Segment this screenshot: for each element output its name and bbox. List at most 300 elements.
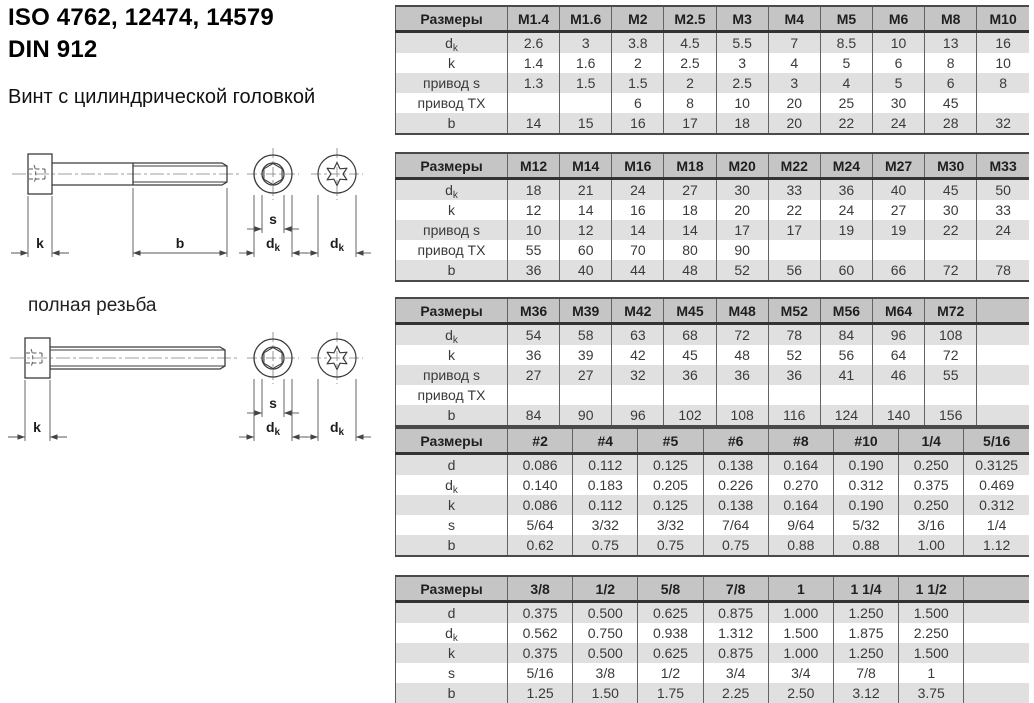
table-cell: 56 <box>768 260 820 281</box>
table-cell: 25 <box>820 93 872 113</box>
column-header: Размеры <box>396 6 508 32</box>
table-row <box>396 643 1030 663</box>
table-cell: 48 <box>664 260 716 281</box>
table-cell: 17 <box>716 220 768 240</box>
column-header: #8 <box>768 428 833 454</box>
column-header: M72 <box>925 298 977 324</box>
table-cell: 32 <box>612 365 664 385</box>
table-cell: 1.3 <box>508 73 560 93</box>
table-cell: 60 <box>820 260 872 281</box>
table-cell: 0.125 <box>638 495 703 515</box>
table-row <box>396 32 1030 54</box>
table-cell: 8.5 <box>820 32 872 54</box>
table-header-row <box>396 576 1030 602</box>
table-cell: 39 <box>560 345 612 365</box>
column-header: 5/8 <box>638 576 703 602</box>
column-header: M10 <box>977 6 1029 32</box>
table-row <box>396 324 1030 346</box>
table-cell: 0.469 <box>964 475 1029 495</box>
table-cell: 18 <box>664 200 716 220</box>
table-cell: 28 <box>925 113 977 134</box>
table-cell: 96 <box>872 324 924 346</box>
table-cell: 0.500 <box>573 602 638 624</box>
row-label: привод TX <box>396 93 508 113</box>
table-cell: 2 <box>664 73 716 93</box>
table-cell: 0.125 <box>638 454 703 476</box>
column-header: #10 <box>833 428 898 454</box>
table-cell: 64 <box>872 345 924 365</box>
table-cell: 10 <box>872 32 924 54</box>
table-cell: 0.75 <box>703 535 768 556</box>
table-header-row <box>396 6 1030 32</box>
table-cell: 1/4 <box>964 515 1029 535</box>
table-cell: 72 <box>925 345 977 365</box>
column-header: M24 <box>820 153 872 179</box>
table-cell: 140 <box>872 405 924 426</box>
crosshair-centerlines <box>247 332 299 384</box>
table-cell <box>872 385 924 405</box>
table-cell: 33 <box>768 179 820 201</box>
table-cell: 0.205 <box>638 475 703 495</box>
column-header: M4 <box>768 6 820 32</box>
table-cell <box>925 385 977 405</box>
table-cell: 3 <box>716 53 768 73</box>
table-cell: 36 <box>508 345 560 365</box>
table-row <box>396 535 1030 556</box>
table-cell: 17 <box>768 220 820 240</box>
table-cell: 78 <box>768 324 820 346</box>
table-cell: 1.5 <box>612 73 664 93</box>
table-cell: 27 <box>508 365 560 385</box>
iso-title-line: ISO 4762, 12474, 14579 <box>8 4 274 31</box>
table-cell: 17 <box>664 113 716 134</box>
table-cell: 4.5 <box>664 32 716 54</box>
dim-label-dk: $d_k$ <box>329 419 345 438</box>
head-end-view-torx <box>311 148 363 200</box>
table-cell: 0.750 <box>573 623 638 643</box>
table-cell: 0.75 <box>573 535 638 556</box>
table-cell <box>768 240 820 260</box>
row-label: s <box>396 663 508 683</box>
table-cell: 19 <box>872 220 924 240</box>
column-header: M18 <box>664 153 716 179</box>
table-cell: 24 <box>977 220 1029 240</box>
table-cell: 2.5 <box>664 53 716 73</box>
table-cell <box>964 602 1029 624</box>
table-cell: 0.270 <box>768 475 833 495</box>
table-cell: 27 <box>664 179 716 201</box>
column-header: #2 <box>508 428 573 454</box>
table-cell <box>508 93 560 113</box>
table-cell: 0.312 <box>964 495 1029 515</box>
table-cell <box>977 240 1029 260</box>
table-cell: 14 <box>664 220 716 240</box>
table-cell: 3 <box>768 73 820 93</box>
dimension-arrows <box>18 410 364 440</box>
table-cell: 1.000 <box>768 643 833 663</box>
table-cell: 2.6 <box>508 32 560 54</box>
table-cell: 72 <box>925 260 977 281</box>
table-cell <box>820 385 872 405</box>
table-cell: 1.875 <box>833 623 898 643</box>
table-cell: 0.190 <box>833 454 898 476</box>
table-cell: 21 <box>560 179 612 201</box>
dimension-lines <box>8 379 371 441</box>
table-cell: 30 <box>925 200 977 220</box>
table-cell: 4 <box>820 73 872 93</box>
table-cell: 40 <box>560 260 612 281</box>
table-row <box>396 683 1030 703</box>
table-cell: 72 <box>716 324 768 346</box>
column-header: 3/8 <box>508 576 573 602</box>
table-cell: 0.88 <box>833 535 898 556</box>
table-cell: 0.500 <box>573 643 638 663</box>
row-label: $d_k$ <box>396 32 508 54</box>
table-cell: 0.086 <box>508 495 573 515</box>
column-header: M20 <box>716 153 768 179</box>
column-header: 1/4 <box>899 428 964 454</box>
table-cell <box>977 385 1029 405</box>
table-cell: 6 <box>872 53 924 73</box>
table-cell: 19 <box>820 220 872 240</box>
row-label: s <box>396 515 508 535</box>
table-cell: 55 <box>925 365 977 385</box>
row-label: $d_k$ <box>396 324 508 346</box>
column-header: #4 <box>573 428 638 454</box>
column-header: M27 <box>872 153 924 179</box>
column-header: M56 <box>820 298 872 324</box>
table-row <box>396 113 1030 134</box>
table-cell: 1.250 <box>833 643 898 663</box>
column-header: Размеры <box>396 298 508 324</box>
page-subtitle: Винт с цилиндрической головкой <box>8 86 316 108</box>
row-label: b <box>396 113 508 134</box>
table-row <box>396 260 1030 281</box>
table-cell: 48 <box>716 345 768 365</box>
table-cell: 12 <box>560 220 612 240</box>
table-cell: 42 <box>612 345 664 365</box>
table-cell <box>925 240 977 260</box>
table-cell: 3/4 <box>768 663 833 683</box>
table-cell: 55 <box>508 240 560 260</box>
column-header: Размеры <box>396 576 508 602</box>
table-row <box>396 405 1030 426</box>
table-cell <box>560 93 612 113</box>
table-cell <box>716 385 768 405</box>
column-header: M48 <box>716 298 768 324</box>
table-cell <box>964 623 1029 643</box>
column-header: 1 1/2 <box>899 576 964 602</box>
column-header: M1.4 <box>508 6 560 32</box>
table-cell: 2.250 <box>899 623 964 643</box>
table-cell: 16 <box>612 113 664 134</box>
row-label: d <box>396 602 508 624</box>
table-cell: 36 <box>820 179 872 201</box>
table-cell: 7/64 <box>703 515 768 535</box>
table-row <box>396 345 1030 365</box>
column-header: M52 <box>768 298 820 324</box>
head-end-view-torx <box>311 332 363 384</box>
table-cell: 24 <box>820 200 872 220</box>
table-cell: 70 <box>612 240 664 260</box>
table-cell: 58 <box>560 324 612 346</box>
row-label: привод s <box>396 365 508 385</box>
column-header: M33 <box>977 153 1029 179</box>
table-cell: 0.226 <box>703 475 768 495</box>
table-cell: 3/4 <box>703 663 768 683</box>
table-cell: 1 <box>899 663 964 683</box>
table-cell: 1/2 <box>638 663 703 683</box>
table-cell: 124 <box>820 405 872 426</box>
table-cell <box>508 385 560 405</box>
table-cell: 24 <box>612 179 664 201</box>
column-header: #6 <box>703 428 768 454</box>
table-cell: 10 <box>716 93 768 113</box>
table-cell: 36 <box>664 365 716 385</box>
column-header: M3 <box>716 6 768 32</box>
table-cell: 16 <box>977 32 1029 54</box>
column-header: #5 <box>638 428 703 454</box>
table-cell: 156 <box>925 405 977 426</box>
table-cell: 30 <box>872 93 924 113</box>
column-header: M14 <box>560 153 612 179</box>
table-cell: 0.312 <box>833 475 898 495</box>
table-cell: 0.250 <box>899 454 964 476</box>
table-cell <box>977 405 1029 426</box>
table-cell: 1.25 <box>508 683 573 703</box>
row-label: $d_k$ <box>396 179 508 201</box>
table-cell: 2 <box>612 53 664 73</box>
table-cell: 32 <box>977 113 1029 134</box>
table-cell: 6 <box>925 73 977 93</box>
table-cell <box>560 385 612 405</box>
table-cell: 20 <box>716 200 768 220</box>
table-cell: 0.625 <box>638 602 703 624</box>
table-cell: 7 <box>768 32 820 54</box>
dimensions-table-inch-small <box>395 427 1029 557</box>
table-cell: 108 <box>716 405 768 426</box>
table-cell: 27 <box>872 200 924 220</box>
row-label: d <box>396 454 508 476</box>
table-cell: 3/32 <box>573 515 638 535</box>
table-cell: 5 <box>872 73 924 93</box>
dim-label-k: k <box>36 235 44 251</box>
table-cell: 6 <box>612 93 664 113</box>
row-label: k <box>396 495 508 515</box>
column-header: 1/2 <box>573 576 638 602</box>
table-cell: 16 <box>612 200 664 220</box>
page-title <box>8 2 274 66</box>
table-cell: 36 <box>508 260 560 281</box>
head-end-view-hex-socket <box>247 332 299 384</box>
table-header-row <box>396 153 1030 179</box>
table-cell: 0.375 <box>508 643 573 663</box>
table-cell: 56 <box>820 345 872 365</box>
table-cell: 8 <box>925 53 977 73</box>
table-cell: 90 <box>716 240 768 260</box>
table-cell: 0.938 <box>638 623 703 643</box>
table-cell: 84 <box>508 405 560 426</box>
table-cell: 68 <box>664 324 716 346</box>
dimensions-table-metric-large <box>395 297 1029 427</box>
column-header: 5/16 <box>964 428 1029 454</box>
column-header: M36 <box>508 298 560 324</box>
table-row <box>396 475 1030 495</box>
table-cell: 78 <box>977 260 1029 281</box>
column-header: M30 <box>925 153 977 179</box>
table-cell: 0.164 <box>768 454 833 476</box>
table-cell: 36 <box>768 365 820 385</box>
table-cell: 1.500 <box>899 602 964 624</box>
table-cell: 0.183 <box>573 475 638 495</box>
table-cell: 0.112 <box>573 454 638 476</box>
table-cell: 3/8 <box>573 663 638 683</box>
table-cell: 14 <box>508 113 560 134</box>
table-cell <box>820 240 872 260</box>
table-header-row <box>396 298 1030 324</box>
table-cell: 54 <box>508 324 560 346</box>
column-header: M5 <box>820 6 872 32</box>
table-cell: 0.625 <box>638 643 703 663</box>
dim-label-b: b <box>175 235 185 251</box>
table-row <box>396 93 1030 113</box>
table-cell: 7/8 <box>833 663 898 683</box>
crosshair-centerlines <box>311 332 363 384</box>
table-cell: 0.250 <box>899 495 964 515</box>
table-cell: 3.12 <box>833 683 898 703</box>
dimensions-table-inch-large <box>395 575 1029 703</box>
table-cell: 1.00 <box>899 535 964 556</box>
dimension-arrows <box>21 226 364 256</box>
table-cell: 3.75 <box>899 683 964 703</box>
table-cell: 4 <box>768 53 820 73</box>
table-cell: 30 <box>716 179 768 201</box>
table-cell: 2.50 <box>768 683 833 703</box>
table-cell <box>977 93 1029 113</box>
column-header: M2 <box>612 6 664 32</box>
table-cell <box>977 365 1029 385</box>
table-cell: 66 <box>872 260 924 281</box>
column-header: M2.5 <box>664 6 716 32</box>
table-row <box>396 623 1030 643</box>
table-row <box>396 365 1030 385</box>
table-cell: 0.138 <box>703 495 768 515</box>
column-header <box>977 298 1029 324</box>
column-header: M6 <box>872 6 924 32</box>
table-cell: 0.875 <box>703 643 768 663</box>
table-cell: 5/64 <box>508 515 573 535</box>
table-cell: 15 <box>560 113 612 134</box>
table-cell: 52 <box>768 345 820 365</box>
din-title-line: DIN 912 <box>8 36 98 63</box>
table-cell: 8 <box>977 73 1029 93</box>
table-cell: 0.875 <box>703 602 768 624</box>
table-cell: 2.25 <box>703 683 768 703</box>
table-cell: 10 <box>977 53 1029 73</box>
table-cell: 60 <box>560 240 612 260</box>
table-cell: 5/16 <box>508 663 573 683</box>
table-cell: 1.000 <box>768 602 833 624</box>
table-cell: 102 <box>664 405 716 426</box>
table-cell: 14 <box>560 200 612 220</box>
table-cell: 1.50 <box>573 683 638 703</box>
table-cell <box>964 683 1029 703</box>
column-header: M8 <box>925 6 977 32</box>
table-cell: 5/32 <box>833 515 898 535</box>
table-cell: 45 <box>664 345 716 365</box>
dimension-lines <box>11 188 371 257</box>
table-cell: 50 <box>977 179 1029 201</box>
table-cell: 0.375 <box>508 602 573 624</box>
table-cell <box>964 643 1029 663</box>
table-row <box>396 515 1030 535</box>
table-cell: 0.138 <box>703 454 768 476</box>
column-header: 7/8 <box>703 576 768 602</box>
dim-label-dk: $d_k$ <box>329 235 345 254</box>
table-cell: 36 <box>716 365 768 385</box>
row-label: привод s <box>396 73 508 93</box>
row-label: k <box>396 345 508 365</box>
table-cell: 0.562 <box>508 623 573 643</box>
row-label: b <box>396 405 508 426</box>
table-cell: 52 <box>716 260 768 281</box>
full-thread-label: полная резьба <box>28 295 157 316</box>
table-cell: 10 <box>508 220 560 240</box>
column-header: Размеры <box>396 153 508 179</box>
table-cell: 22 <box>768 200 820 220</box>
column-header: M45 <box>664 298 716 324</box>
table-cell: 5.5 <box>716 32 768 54</box>
dim-label-s: s <box>269 211 277 227</box>
table-cell: 9/64 <box>768 515 833 535</box>
table-row <box>396 200 1030 220</box>
table-cell: 0.88 <box>768 535 833 556</box>
dim-label-s: s <box>269 395 277 411</box>
screw-side-view-partial-thread <box>0 142 390 262</box>
table-cell <box>768 385 820 405</box>
table-cell: 18 <box>716 113 768 134</box>
dimensions-table-metric-medium <box>395 152 1029 282</box>
table-cell: 27 <box>560 365 612 385</box>
table-cell: 20 <box>768 93 820 113</box>
table-cell: 33 <box>977 200 1029 220</box>
table-cell: 1.75 <box>638 683 703 703</box>
table-cell: 46 <box>872 365 924 385</box>
table-row <box>396 495 1030 515</box>
table-cell: 1.6 <box>560 53 612 73</box>
table-cell <box>612 385 664 405</box>
table-cell: 3 <box>560 32 612 54</box>
crosshair-centerlines <box>247 148 299 200</box>
table-cell: 1.500 <box>899 643 964 663</box>
table-cell: 3.8 <box>612 32 664 54</box>
column-header: M42 <box>612 298 664 324</box>
screw-side-view-full-thread <box>0 325 390 445</box>
column-header: M1.6 <box>560 6 612 32</box>
table-cell: 84 <box>820 324 872 346</box>
column-header: Размеры <box>396 428 508 454</box>
table-cell: 5 <box>820 53 872 73</box>
table-cell: 0.190 <box>833 495 898 515</box>
table-row <box>396 663 1030 683</box>
table-cell: 41 <box>820 365 872 385</box>
table-cell: 18 <box>508 179 560 201</box>
table-row <box>396 179 1030 201</box>
crosshair-centerlines <box>311 148 363 200</box>
column-header: M39 <box>560 298 612 324</box>
table-row <box>396 220 1030 240</box>
table-row <box>396 73 1030 93</box>
